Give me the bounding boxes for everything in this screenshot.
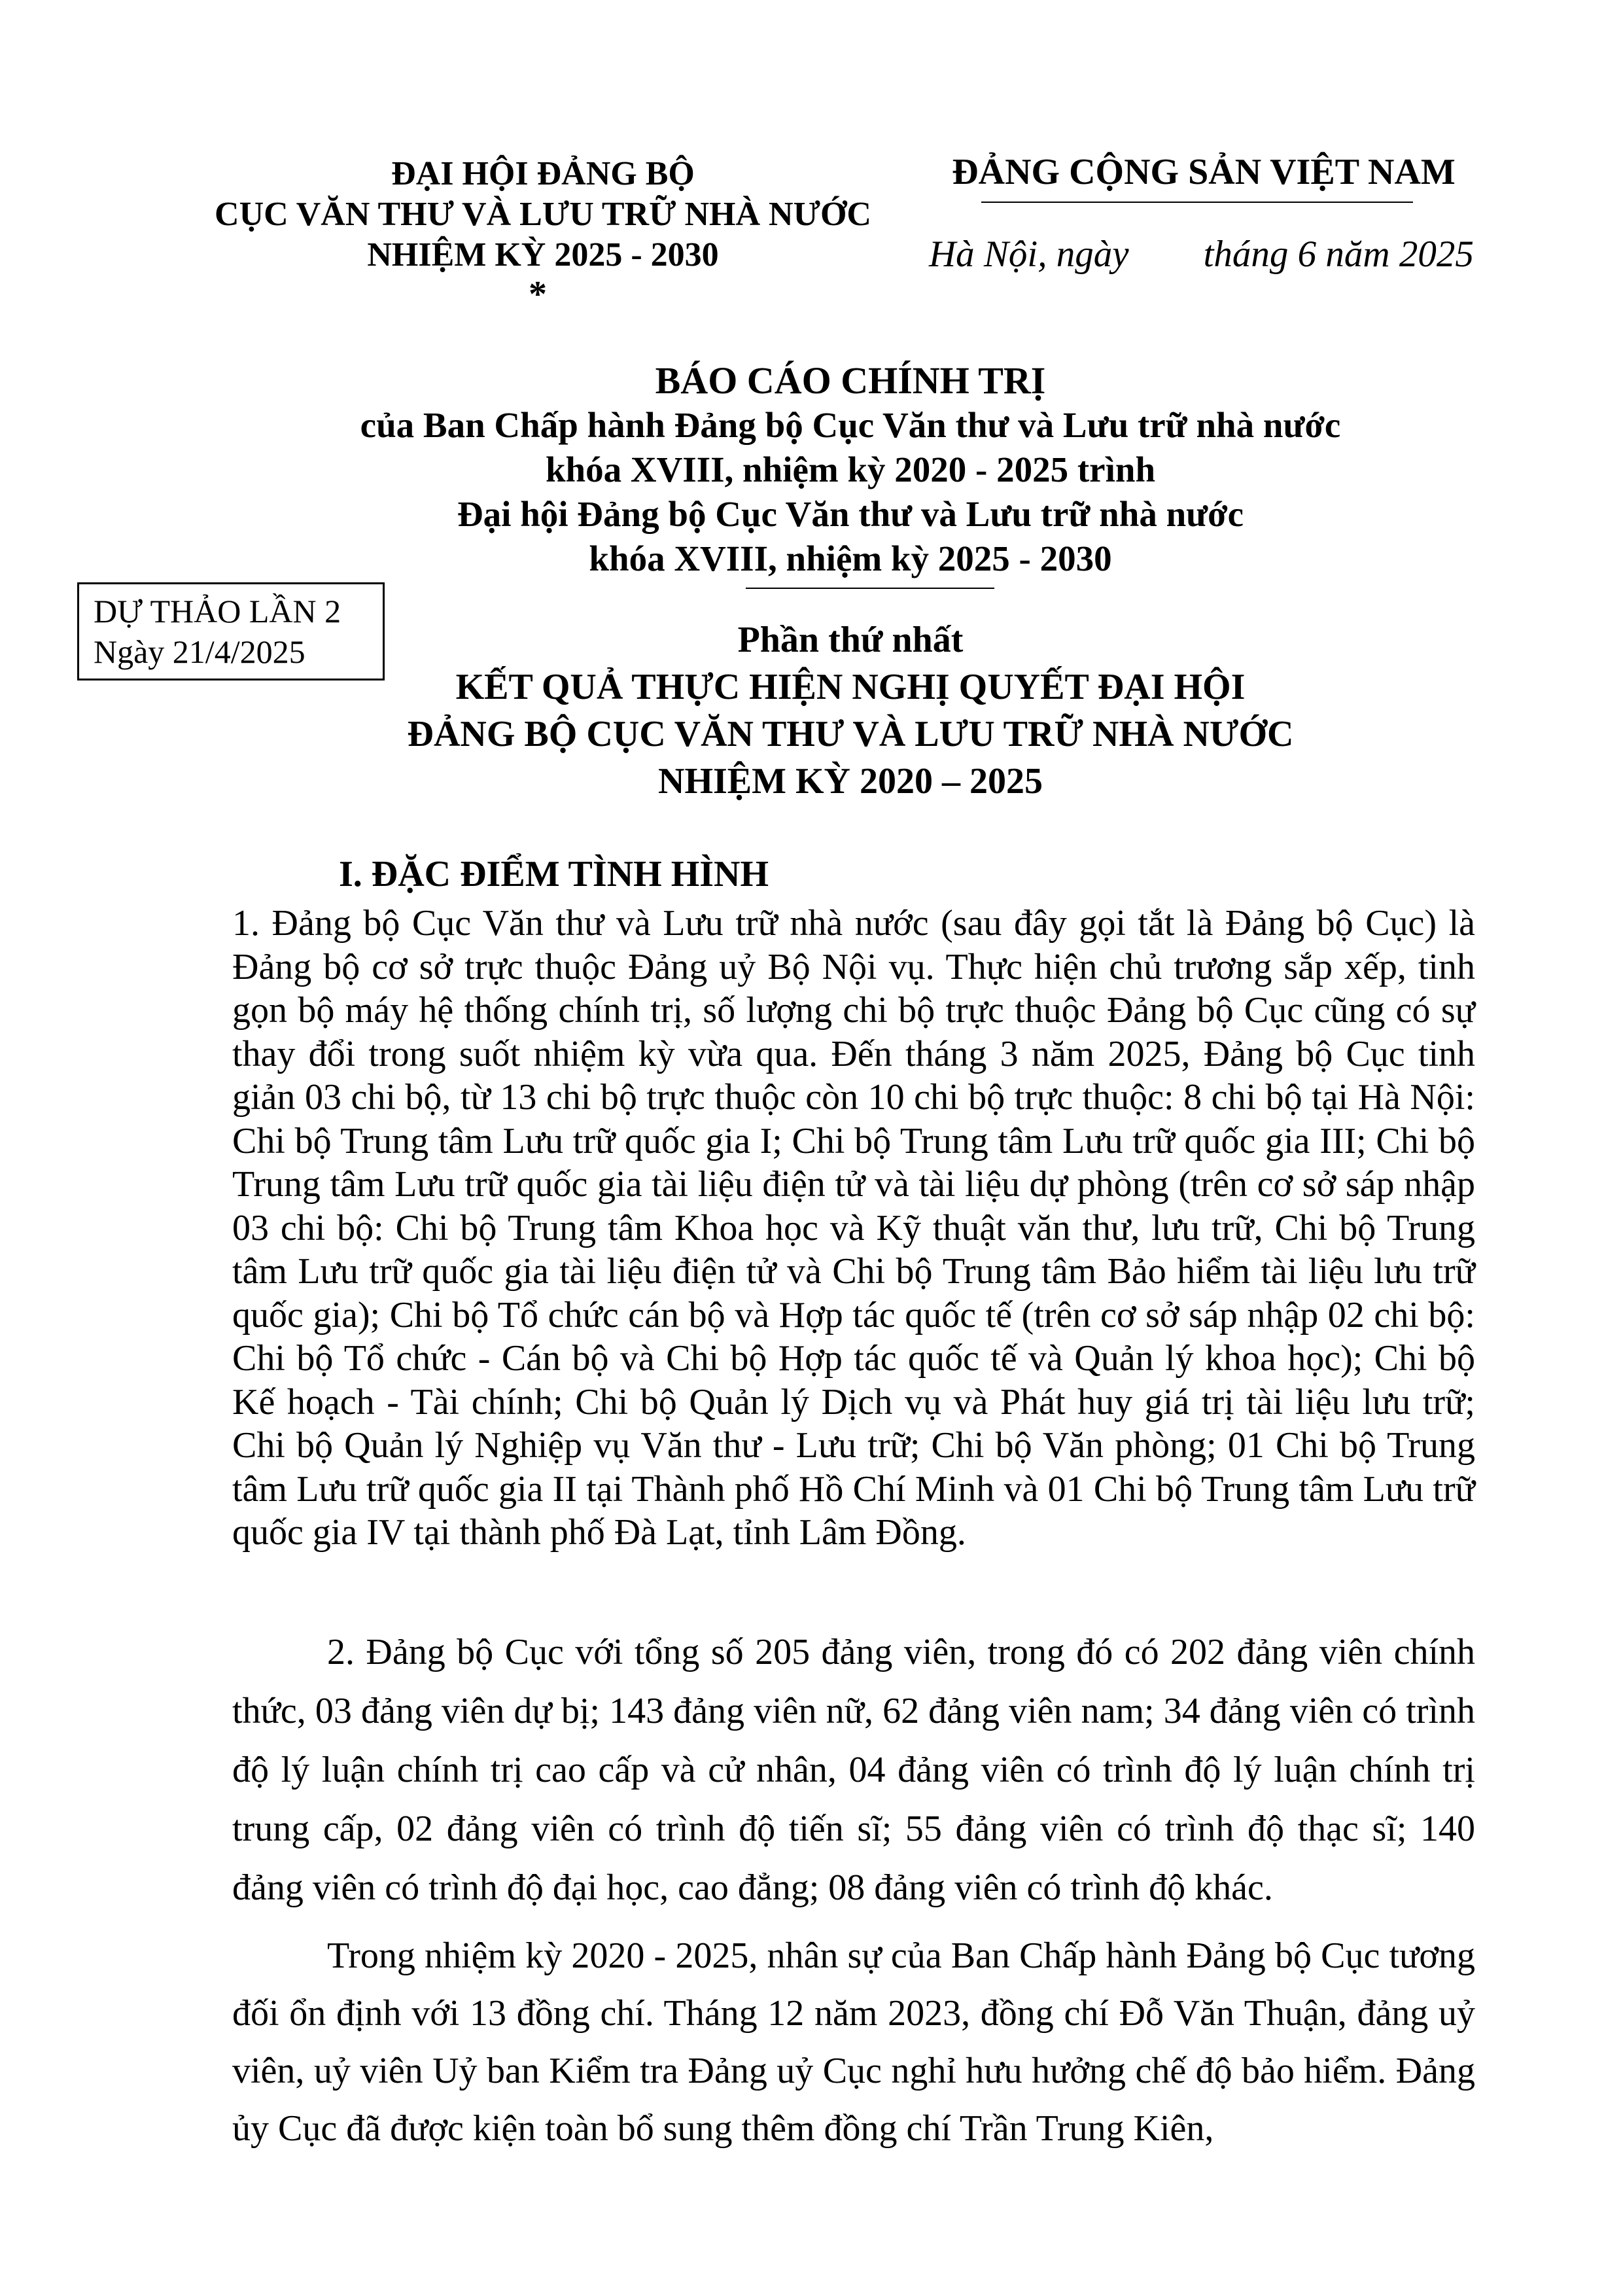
header-right — [916, 152, 1492, 192]
part-heading — [222, 616, 1478, 805]
report-title-line2: của Ban Chấp hành Đảng bộ Cục Văn thư và Lưu trữ nhà nước — [360, 405, 1341, 445]
section-heading: I. ĐẶC ĐIỂM TÌNH HÌNH — [339, 854, 769, 894]
asterisk-mark: * — [529, 274, 547, 315]
document-date: Hà Nội, ngày tháng 6 năm 2025 — [929, 234, 1474, 275]
part-label: Phần thứ nhất — [737, 620, 964, 660]
draft-date: Ngày 21/4/2025 — [94, 633, 305, 670]
report-title-main: BÁO CÁO CHÍNH TRỊ — [655, 359, 1046, 402]
party-underline — [981, 202, 1413, 203]
draft-label: DỰ THẢO LẦN 2 — [94, 593, 341, 629]
header-left — [170, 154, 916, 275]
agency-name: CỤC VĂN THƯ VÀ LƯU TRỮ NHÀ NƯỚC — [215, 196, 871, 233]
body-paragraph: 1. Đảng bộ Cục Văn thư và Lưu trữ nhà nước (sau đây gọi tắt là Đảng bộ Cục) là Đảng bộ cơ sở trực thuộc Đảng uỷ Bộ Nội vụ. Thực hiện chủ trương sắp xếp, tinh gọn bộ máy hệ thống chính trị, số lượng chi bộ trực thuộc Đảng bộ Cục cũng có sự thay đổi trong suốt nhiệm kỳ vừa qua. Đến tháng 3 năm 2025, Đảng bộ Cục tinh giản 03 chi bộ, từ 13 chi bộ trực thuộc còn 10 chi bộ trực thuộc: 8 chi bộ tại Hà Nội: Chi bộ Trung tâm Lưu trữ quốc gia I; Chi bộ Trung tâm Lưu trữ quốc gia III; Chi bộ Trung tâm Lưu trữ quốc gia tài liệu điện tử và tài liệu dự phòng (trên cơ sở sáp nhập 03 chi bộ: Chi bộ Trung tâm Khoa học và Kỹ thuật văn thư, lưu trữ, Chi bộ Trung tâm Lưu trữ quốc gia tài liệu điện tử và Chi bộ Trung tâm Bảo hiểm tài liệu lưu trữ quốc gia); Chi bộ Tổ chức cán bộ và Hợp tác quốc tế (trên cơ sở sáp nhập 02 chi bộ: Chi bộ Tổ chức - Cán bộ và Chi bộ Hợp tác quốc tế và Quản lý khoa học); Chi bộ Kế hoạch - Tài chính; Chi bộ Quản lý Dịch vụ và Phát huy giá trị tài liệu lưu trữ; Chi bộ Quản lý Nghiệp vụ Văn thư - Lưu trữ; Chi bộ Văn phòng; 01 Chi bộ Trung tâm Lưu trữ quốc gia II tại Thành phố Hồ Chí Minh và 01 Chi bộ Trung tâm Lưu trữ quốc gia IV tại thành phố Đà Lạt, tỉnh Lâm Đồng. — [232, 903, 1475, 1553]
report-title-line4: Đại hội Đảng bộ Cục Văn thư và Lưu trữ nhà nước — [457, 494, 1244, 534]
body-paragraph: 2. Đảng bộ Cục với tổng số 205 đảng viên, trong đó có 202 đảng viên chính thức, 03 đảng viên dự bị; 143 đảng viên nữ, 62 đảng viên nam; 34 đảng viên có trình độ lý luận chính trị cao cấp và cử nhân, 04 đảng viên có trình độ lý luận chính trị trung cấp, 02 đảng viên có trình độ tiến sĩ; 55 đảng viên có trình độ thạc sĩ; 140 đảng viên có trình độ đại học, cao đẳng; 08 đảng viên có trình độ khác. — [232, 1632, 1475, 1908]
congress-title: ĐẠI HỘI ĐẢNG BỘ — [391, 155, 695, 192]
report-title-line5: khóa XVIII, nhiệm kỳ 2025 - 2030 — [589, 539, 1112, 578]
part-title-line3: NHIỆM KỲ 2020 – 2025 — [658, 761, 1043, 802]
part-title-line2: ĐẢNG BỘ CỤC VĂN THƯ VÀ LƯU TRỮ NHÀ NƯỚC — [407, 714, 1294, 754]
report-title-line3: khóa XVIII, nhiệm kỳ 2020 - 2025 trình — [545, 450, 1156, 489]
part-title-line1: KẾT QUẢ THỰC HIỆN NGHỊ QUYẾT ĐẠI HỘI — [455, 667, 1246, 707]
party-name: ĐẢNG CỘNG SẢN VIỆT NAM — [952, 152, 1456, 192]
term-label: NHIỆM KỲ 2025 - 2030 — [367, 236, 719, 274]
title-underline — [746, 588, 994, 589]
report-title — [222, 359, 1478, 581]
body-paragraph: Trong nhiệm kỳ 2020 - 2025, nhân sự của Ban Chấp hành Đảng bộ Cục tương đối ổn định với 13 đồng chí. Tháng 12 năm 2023, đồng chí Đỗ Văn Thuận, đảng uỷ viên, uỷ viên Uỷ ban Kiểm tra Đảng uỷ Cục nghỉ hưu hưởng chế độ bảo hiểm. Đảng ủy Cục đã được kiện toàn bổ sung thêm đồng chí Trần Trung Kiên, — [232, 1935, 1475, 2149]
